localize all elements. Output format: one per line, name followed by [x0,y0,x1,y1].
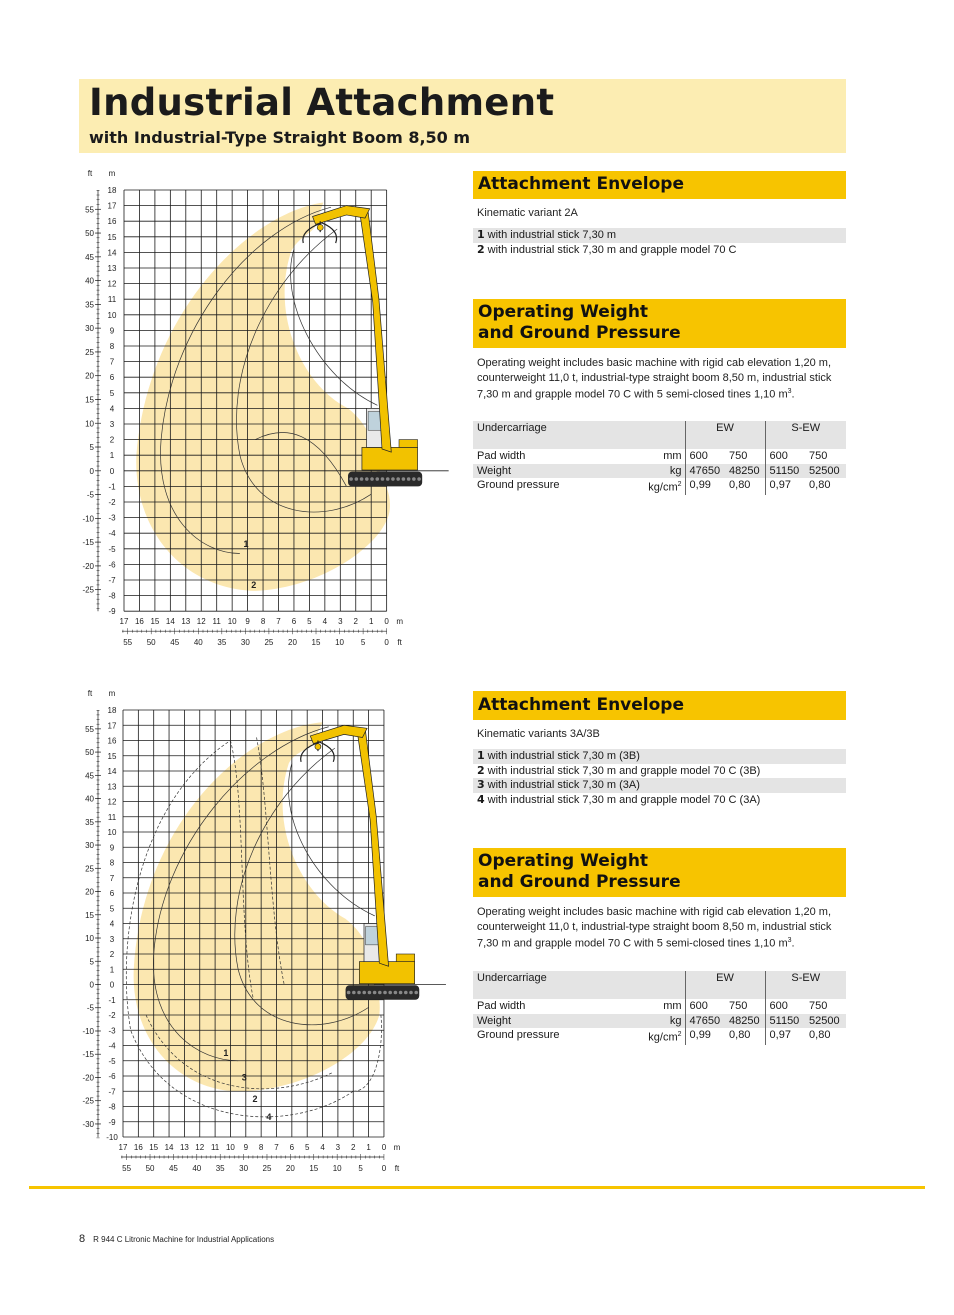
y-ft-tick-label: 35 [85,300,94,310]
track-roller [388,991,392,995]
footer-rule [29,1186,925,1189]
grapple-rotator [315,744,321,750]
legend-row [473,749,846,764]
track-roller [368,991,372,995]
x-m-tick-label: 17 [118,1143,128,1152]
cell-value: 750 [729,1000,748,1012]
curve-label: 2 [251,579,257,590]
row-unit: mm [663,450,682,462]
cell-value: 47650 [685,464,725,479]
y-m-tick-label: 1 [109,451,115,461]
ft-unit-label: ft [87,169,93,178]
x-m-tick-label: 14 [164,1143,174,1152]
m-unit-label: m [108,169,116,178]
y-m-tick-label: 7 [109,357,115,367]
row-unit: kg [643,464,685,479]
y-m-tick-label: 4 [109,404,115,414]
y-m-tick-label: 12 [107,797,117,807]
attachment-envelope-heading-2 [473,691,846,720]
y-ft-tick-label: 15 [85,910,94,920]
x-m-tick-label: 7 [274,1143,279,1152]
y-ft-tick-label: 15 [85,395,94,405]
row-unit: mm [663,1000,682,1012]
cell-value: 0,97 [765,1028,805,1045]
x-ft-unit: ft [397,638,402,648]
grapple-rotator [317,224,323,230]
y-m-tick-label: 11 [107,812,117,822]
track-roller [402,477,406,481]
row-unit: $kg/cm^2$ [648,1031,682,1044]
x-ft-tick-label: 0 [381,1164,387,1173]
y-ft-tick-label: 35 [85,817,94,827]
x-ft-tick-label: 30 [240,638,250,648]
row-unit: $kg/cm^2$ [648,481,682,494]
x-ft-tick-label: 50 [145,1164,155,1173]
operating-weight-heading-1 [473,299,846,348]
y-ft-tick-label: -15 [82,538,94,548]
track-roller [360,477,364,481]
x-ft-unit: ft [394,1164,400,1173]
y-ft-tick-label: -30 [82,1119,94,1129]
x-m-tick-label: 2 [353,617,358,627]
y-m-tick-label: 0 [109,980,115,990]
x-ft-tick-label: 45 [168,1164,178,1173]
track-roller [412,477,416,481]
y-ft-tick-label: 20 [85,371,94,381]
ft-unit-label: ft [87,689,93,698]
x-m-tick-label: 2 [351,1143,356,1152]
y-ft-tick-label: 40 [85,794,94,804]
y-ft-tick-label: -25 [82,585,94,595]
y-m-tick-label: 14 [107,248,117,258]
envelope-area [134,722,380,1091]
attachment-envelope-title-2: Attachment Envelope [478,695,684,715]
y-ft-tick-label: -10 [82,514,94,524]
legend-text: with industrial stick 7,30 m and grapple model 70 C (3A) [487,793,761,806]
table-row [473,1014,846,1029]
legend-number: 3 [477,778,485,791]
track-roller [414,991,418,995]
y-m-tick-label: -7 [108,576,116,585]
chart-svg [78,168,458,658]
operating-weight-title-2: Operating Weight and Ground Pressure [478,851,681,892]
cell-value: 750 [809,450,828,462]
cell-value: 52500 [805,464,846,479]
cell-value: 48250 [725,1014,765,1029]
col-head-ew: EW [685,971,765,999]
cell-value: 600 [685,999,725,1014]
envelope-chart-2a [78,168,458,658]
track-roller [347,991,351,995]
y-m-tick-label: 8 [109,858,115,868]
y-m-tick-label: -6 [108,560,116,570]
cell-value: 0,99 [685,1028,725,1045]
y-ft-tick-label: -20 [82,1073,94,1083]
track-roller [407,477,411,481]
x-ft-tick-label: 40 [193,638,203,648]
row-label: Pad width [477,1000,526,1012]
attachment-envelope-heading-1 [473,171,846,199]
cell-value: 47650 [685,1014,725,1029]
track [348,472,422,487]
track-roller [386,477,390,481]
y-m-tick-label: -3 [108,1026,116,1036]
y-m-tick-label: 5 [109,388,115,398]
attachment-envelope-title-1: Attachment Envelope [478,174,684,194]
cell-value: 600 [765,449,805,464]
y-m-tick-label: 18 [107,706,117,715]
y-m-tick-label: -7 [108,1087,116,1097]
col-head-undercarriage: Undercarriage [473,421,685,449]
track-roller [409,991,413,995]
engine-cover [399,440,418,448]
row-unit: kg [643,1014,685,1029]
x-m-tick-label: 13 [179,1143,189,1152]
y-m-tick-label: 12 [107,279,117,289]
curve-label: 4 [266,1112,272,1123]
legend-number: 1 [477,749,485,762]
col-head-ew: EW [685,421,765,449]
x-m-tick-label: 4 [322,617,328,627]
y-m-tick-label: 17 [107,201,117,211]
x-m-tick-label: 8 [260,617,266,627]
cell-value: 750 [729,450,748,462]
y-m-tick-label: 3 [109,934,115,944]
legend-number: 4 [477,792,485,806]
cell-value: 51150 [765,464,805,479]
x-m-tick-label: 11 [212,617,221,627]
row-label: Weight [473,1014,643,1029]
x-m-unit: m [393,1143,401,1152]
ground-pressure-table-2 [473,971,846,1045]
col-head-undercarriage: Undercarriage [473,971,685,999]
x-m-tick-label: 8 [258,1143,264,1152]
x-ft-tick-label: 5 [360,638,366,648]
y-m-tick-label: 2 [109,435,115,445]
y-ft-tick-label: 50 [85,748,94,758]
cell-value: 48250 [725,464,765,479]
col-head-sew: S-EW [765,421,846,449]
y-ft-tick-label: 10 [85,934,94,944]
y-m-tick-label: 11 [107,295,117,305]
x-m-tick-label: 13 [181,617,191,627]
legend-row [473,243,846,258]
x-ft-tick-label: 55 [122,1164,132,1173]
y-m-tick-label: 18 [107,186,117,195]
y-m-tick-label: -4 [108,529,116,539]
cell-value: 0,80 [729,1029,751,1041]
y-m-tick-label: 9 [109,326,115,336]
y-m-tick-label: -8 [108,591,116,601]
x-m-tick-label: 17 [119,617,129,627]
x-ft-tick-label: 35 [217,638,227,648]
table-row [473,1028,846,1045]
y-m-tick-label: 16 [107,736,117,746]
y-m-tick-label: 6 [109,373,115,383]
y-m-tick-label: -2 [108,498,116,507]
track-roller [391,477,395,481]
legend-row [473,764,846,779]
cell-value: 0,80 [809,1029,831,1041]
x-ft-tick-label: 25 [264,638,274,648]
footer [79,1233,274,1245]
x-m-tick-label: 12 [195,1143,205,1152]
x-m-tick-label: 10 [225,1143,235,1152]
x-ft-tick-label: 55 [123,638,133,648]
row-label: Ground pressure [477,1029,560,1041]
legend-row [473,778,846,793]
y-m-tick-label: 5 [109,904,115,914]
legend-row [473,228,846,243]
track-roller [365,477,369,481]
y-ft-tick-label: -20 [82,561,94,571]
legend-row [473,793,846,808]
track-roller [417,477,421,481]
x-m-tick-label: 1 [368,617,374,627]
y-ft-tick-label: 40 [85,276,94,286]
track [346,985,420,999]
y-m-tick-label: 16 [107,217,117,227]
y-m-tick-label: 17 [107,721,117,731]
x-ft-tick-label: 15 [311,638,321,648]
y-m-tick-label: -6 [108,1072,116,1081]
track-roller [352,991,356,995]
y-ft-tick-label: 0 [89,980,94,990]
chart-svg [78,688,458,1182]
x-m-tick-label: 16 [133,1143,143,1152]
y-ft-tick-label: 50 [85,229,94,239]
x-ft-tick-label: 35 [215,1164,225,1173]
track-roller [373,991,377,995]
y-ft-tick-label: -25 [82,1096,94,1106]
table-row [473,999,846,1014]
y-m-tick-label: 8 [109,342,115,351]
curve-label: 1 [243,539,249,550]
x-m-tick-label: 9 [243,1143,249,1152]
y-ft-tick-label: 5 [89,443,94,453]
x-m-tick-label: 10 [227,617,237,627]
y-m-tick-label: 13 [107,264,117,273]
y-ft-tick-label: 45 [85,771,94,781]
y-ft-tick-label: -15 [82,1050,94,1060]
track-roller [375,477,379,481]
cell-value: 51150 [765,1014,805,1029]
x-m-tick-label: 15 [149,1143,159,1152]
y-m-tick-label: 0 [109,466,115,476]
row-label: Pad width [477,450,526,462]
y-ft-tick-label: 25 [85,864,94,874]
x-m-tick-label: 3 [338,617,343,627]
cell-value: 52500 [805,1014,846,1029]
x-m-tick-label: 1 [366,1143,371,1152]
cell-value: 600 [685,449,725,464]
x-ft-tick-label: 20 [285,1164,295,1173]
y-m-tick-label: -8 [108,1102,116,1112]
kinematic-variant-1: Kinematic variant 2A [477,207,578,219]
curve-legend-2 [473,749,846,807]
curve-label: 2 [252,1093,258,1104]
legend-number: 1 [477,228,485,241]
x-m-tick-label: 6 [291,617,297,627]
y-m-tick-label: 1 [109,965,115,975]
y-m-tick-label: -4 [108,1041,116,1051]
cell-value: 0,80 [729,479,751,491]
y-m-tick-label: -1 [108,995,116,1005]
track-roller [357,991,361,995]
ground-pressure-table-1 [473,421,846,495]
y-m-tick-label: -9 [108,607,116,617]
y-m-tick-label: -9 [108,1117,116,1127]
row-label: Weight [473,464,643,479]
x-m-tick-label: 5 [304,1143,310,1152]
y-m-tick-label: 6 [109,889,115,898]
y-ft-tick-label: 55 [85,724,94,734]
x-m-tick-label: 3 [335,1143,341,1152]
x-m-tick-label: 9 [245,617,250,627]
y-ft-tick-label: 10 [85,419,94,429]
y-ft-tick-label: 30 [85,324,94,334]
operating-weight-description-1: Operating weight includes basic machine with rigid cab elevation 1,20 m, counterweight 11,0 t, industrial-type straight boom 8,50 m, industrial stick 7,30 m and grapple model 70 C with 5 semi-closed tines 1,10 $m^3$. [477,357,832,401]
x-m-unit: m [396,617,403,627]
x-ft-tick-label: 30 [239,1164,249,1173]
cell-value: 0,97 [765,478,805,495]
x-ft-tick-label: 5 [358,1164,363,1173]
y-m-tick-label: -10 [106,1133,118,1142]
y-ft-tick-label: 55 [85,205,94,215]
operating-weight-description-2: Operating weight includes basic machine with rigid cab elevation 1,20 m, counterweight 11,0 t, industrial-type straight boom 8,50 m, industrial stick 7,30 m and grapple model 70 C with 5 semi-closed tines 1,10 $m^3$. [477,906,832,950]
x-m-tick-label: 0 [381,1143,387,1152]
x-ft-tick-label: 10 [332,1164,342,1173]
legend-text: with industrial stick 7,30 m (3B) [487,750,640,762]
cell-value: 0,99 [685,478,725,495]
y-ft-tick-label: 45 [85,252,94,262]
legend-text: with industrial stick 7,30 m and grapple model 70 C (3B) [487,764,761,777]
curve-label: 1 [223,1048,229,1059]
x-m-tick-label: 12 [196,617,206,627]
y-m-tick-label: -1 [108,482,116,492]
legend-number: 2 [477,242,485,256]
m-unit-label: m [108,689,116,698]
curve-legend-1 [473,228,846,257]
y-m-tick-label: -2 [108,1011,116,1020]
y-ft-tick-label: 5 [89,957,94,967]
page-subtitle: with Industrial-Type Straight Boom 8,50 m [89,128,471,147]
x-ft-tick-label: 50 [146,638,156,648]
track-roller [362,991,366,995]
col-head-sew: S-EW [765,971,846,999]
x-ft-tick-label: 25 [262,1164,272,1173]
y-m-tick-label: 14 [107,767,117,776]
track-roller [370,477,374,481]
y-ft-tick-label: 30 [85,841,94,851]
y-m-tick-label: 15 [107,751,117,761]
legend-number: 2 [477,763,485,777]
y-m-tick-label: 7 [109,873,115,883]
table-row [473,478,846,495]
y-ft-tick-label: 20 [85,887,94,897]
y-ft-tick-label: -5 [86,1003,94,1013]
page-number: 8 [79,1233,86,1245]
cell-value: 750 [809,1000,828,1012]
title-banner [79,79,846,153]
track-roller [355,477,359,481]
curve-label: 3 [241,1072,247,1083]
envelope-chart-3a-3b [78,688,458,1182]
x-m-tick-label: 16 [134,617,144,627]
legend-text: with industrial stick 7,30 m and grapple model 70 C [487,243,737,256]
cell-value: 0,80 [809,479,831,491]
legend-text: with industrial stick 7,30 m (3A) [487,779,640,791]
operating-weight-title-1: Operating Weight and Ground Pressure [478,302,681,343]
engine-cover [396,954,414,962]
y-m-tick-label: 3 [109,420,115,429]
x-m-tick-label: 5 [307,617,312,627]
y-m-tick-label: 10 [107,310,117,320]
track-roller [399,991,403,995]
x-m-tick-label: 11 [210,1143,220,1152]
page-title: Industrial Attachment [89,81,555,124]
track-roller [378,991,382,995]
y-ft-tick-label: -5 [86,490,94,500]
x-ft-tick-label: 40 [192,1164,202,1173]
x-ft-tick-label: 45 [170,638,180,648]
x-ft-tick-label: 0 [384,638,389,648]
legend-text: with industrial stick 7,30 m [487,229,617,241]
table-row [473,464,846,479]
table-row [473,449,846,464]
track-roller [394,991,398,995]
x-m-tick-label: 7 [276,617,281,627]
x-ft-tick-label: 15 [309,1164,319,1173]
track-roller [383,991,387,995]
y-ft-tick-label: 25 [85,347,94,357]
footer-text: R 944 C Litronic Machine for Industrial Applications [93,1235,275,1244]
x-m-tick-label: 14 [165,617,175,627]
kinematic-variant-2: Kinematic variants 3A/3B [477,728,600,740]
operating-weight-heading-2 [473,848,846,897]
track-roller [404,991,408,995]
y-m-tick-label: 10 [107,828,117,837]
y-m-tick-label: 15 [107,232,117,242]
x-ft-tick-label: 20 [288,638,297,648]
y-m-tick-label: 9 [109,843,115,853]
x-m-tick-label: 0 [384,617,389,627]
track-roller [349,477,353,481]
y-ft-tick-label: 0 [89,466,94,476]
y-m-tick-label: 4 [109,919,115,929]
track-roller [396,477,400,481]
x-m-tick-label: 4 [320,1143,325,1152]
y-m-tick-label: -5 [108,1056,116,1066]
x-m-tick-label: 15 [150,617,160,627]
cell-value: 600 [765,999,805,1014]
y-m-tick-label: -3 [108,513,116,523]
x-m-tick-label: 6 [289,1143,295,1152]
y-ft-tick-label: -10 [82,1026,94,1036]
y-m-tick-label: -5 [108,544,116,554]
y-m-tick-label: 2 [109,950,115,959]
x-ft-tick-label: 10 [335,638,345,648]
y-m-tick-label: 13 [107,782,117,792]
row-label: Ground pressure [477,479,560,491]
track-roller [381,477,385,481]
